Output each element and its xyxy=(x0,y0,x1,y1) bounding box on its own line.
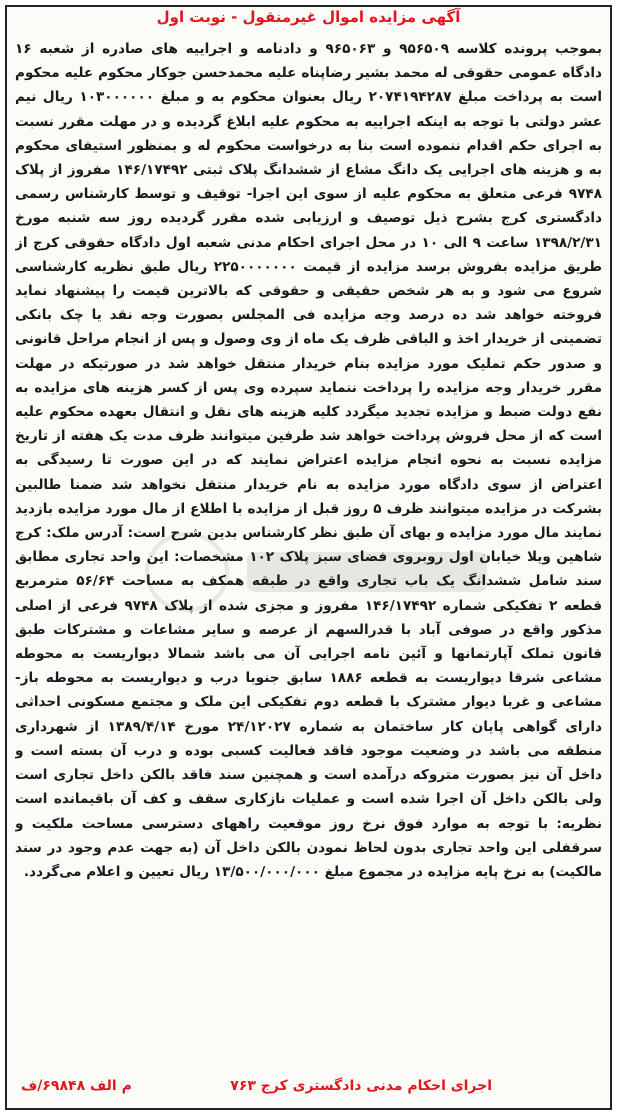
ad-code: م الف ۶۹۸۴۸/ف xyxy=(21,1078,132,1094)
notice-footer xyxy=(7,1050,610,1108)
notice-title: آگهی مزایده اموال غیرمنقول - نوبت اول xyxy=(156,8,461,26)
issuer-signature: اجرای احکام مدنی دادگستری کرج ۷۶۳ xyxy=(230,1078,492,1094)
notice-body xyxy=(15,37,602,1049)
notice-body-text: بموجب پرونده کلاسه ۹۵۶۵۰۹ و ۹۶۵۰۶۳ و دادنامه و اجراییه های صادره از شعبه ۱۶ دادگاه عمومی حقوقی له محمد بشیر رضاپناه علیه محمدحسن جوکار محکوم علیه محکوم است به پرداخت مبلغ ۲۰۷۴۱۹۴۲۸۷ ریال بعنوان محکوم به و مبلغ ۱۰۳۰۰۰۰۰۰ ریال نیم عشر دولتی با توجه به اینکه اجراییه به محکوم علیه ابلاغ گردیده و در مهلت مقرر نسبت به اجرای حکم اقدام ننموده است بنا به درخواست محکوم له و بمنظور استیفای محکوم به و هزینه های اجرایی یک دانگ مشاع از ششدانگ پلاک ثبتی ۱۴۶/۱۷۴۹۲ مفروز از پلاک ۹۷۴۸ فرعی متعلق به محکوم علیه از سوی این اجرا- توقیف و توسط کارشناس رسمی دادگستری کرج بشرح ذیل توصیف و ارزیابی شده مقرر گردیده روز سه شنبه مورخ ۱۳۹۸/۲/۳۱ ساعت ۹ الی ۱۰ در محل اجرای احکام مدنی شعبه اول دادگاه حقوقی کرج از طریق مزایده بفروش برسد مزایده از قیمت ۲۲۵۰۰۰۰۰۰۰ ریال طبق نظریه کارشناسی شروع می شود و به هر شخص حقیقی و حقوقی که بالاترین قیمت را پیشنهاد نماید فروخته خواهد شد ده درصد وجه مزایده فی المجلس بصورت وجه نقد یا چک بانکی تضمینی از خریدار اخذ و الباقی ظرف یک ماه از وی وصول و پس از انجام مراحل قانونی و صدور حکم تملیک مورد مزایده بنام خریدار منتقل خواهد شد در صورتیکه در مهلت مقرر خریدار وجه مزایده را پرداخت ننماید سپرده وی پس از کسر هزینه های مزایده به نفع دولت ضبط و مزایده تجدید میگردد کلیه هزینه های نقل و انتقال بعهده محکوم علیه است که از محل فروش پرداخت خواهد شد طرفین میتوانند ظرف مدت یک هفته از تاریخ مزایده نسبت به نحوه انجام مزایده اعتراض نمایند که در این صورت تا رسیدگی به اعتراض از سوی دادگاه مورد مزایده به نام خریدار منتقل نخواهد شد ضمنا طالبین بشرکت در مزایده میتوانند ظرف ۵ روز قبل از مزایده با اطلاع از مال مورد مزایده بازدید نمایند مال مورد مزایده و بهای آن طبق نظر کارشناس بدین شرح است: آدرس ملک: کرج شاهین ویلا خیابان اول روبروی فضای سبز پلاک ۱۰۲ مشخصات: این واحد تجاری مطابق سند شامل ششدانگ یک باب تجاری واقع در طبقه همکف به مساحت ۵۶/۶۴ مترمربع قطعه ۲ تفکیکی شماره ۱۴۶/۱۷۴۹۲ مفروز و مجزی شده از پلاک ۹۷۴۸ فرعی از اصلی مذکور واقع در صوفی آباد با قدرالسهم از عرصه و سایر مشاعات و مشترکات طبق قانون تملک آپارتمانها و آئین نامه اجرایی آن می باشد شمالا دیواریست به محوطه مشاعی شرقا دیواریست به قطعه ۱۸۸۶ سابق جنوبا درب و دیواریست به محوطه باز- مشاعی و غربا دیوار مشترک با قطعه دوم تفکیکی این ملک و مجتمع مسکونی احداثی دارای گواهی پایان کار ساختمان به شماره ۲۴/۱۲۰۲۷ مورخ ۱۳۸۹/۴/۱۴ از شهرداری منطقه می باشد در وضعیت موجود فاقد فعالیت کسبی بوده و درب آن بسته است و داخل آن نیز بصورت متروکه درآمده است و همچنین سند فاقد بالکن داخل تجاری است ولی بالکن داخل آن اجرا شده است و عملیات نازکاری سقف و کف آن باقیمانده است نظریه: با توجه به موارد فوق نرخ روز موقعیت راههای دسترسی مساحت ملکیت و سرقفلی این واحد تجاری بدون لحاظ نمودن بالکن داخل آن (به جهت عدم وجود در سند مالکیت) به نرخ پایه مزایده در مجموع مبلغ ۱۳/۵۰۰/۰۰۰/۰۰۰ ریال تعیین و اعلام می‌گردد. xyxy=(15,41,602,880)
notice-page xyxy=(5,5,612,1110)
